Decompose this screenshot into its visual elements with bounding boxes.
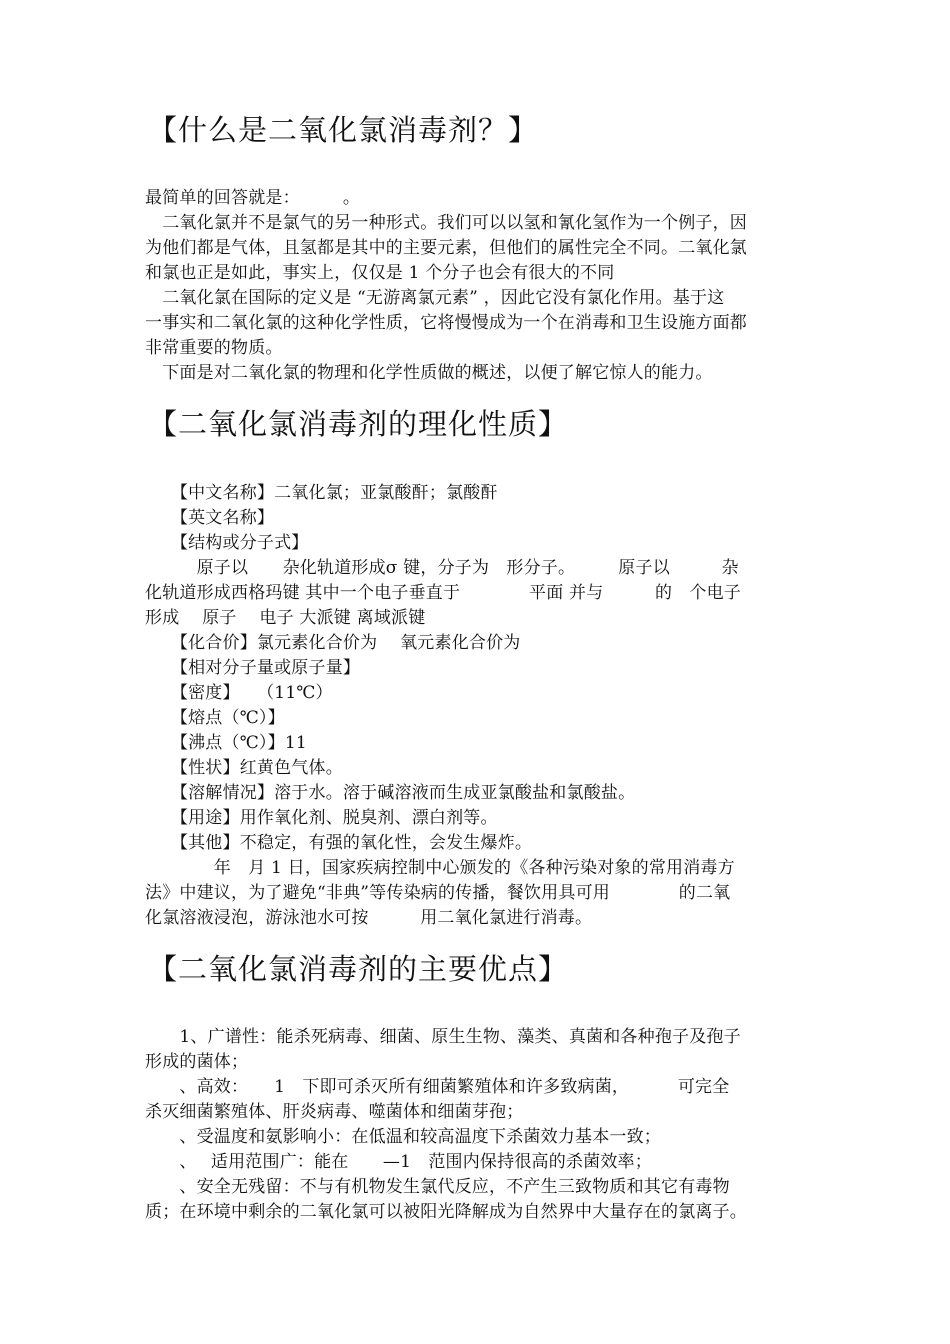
paragraph-line: 非常重要的物质。: [145, 338, 283, 358]
paragraph-line: 为他们都是气体，且氢都是其中的主要元素，但他们的属性完全不同。二氧化氯: [145, 238, 747, 258]
paragraph-line: 一事实和二氧化氯的这种化学性质，它将慢慢成为一个在消毒和卫生设施方面都: [145, 313, 747, 333]
property-line: 【其他】不稳定，有强的氧化性，会发生爆炸。: [145, 833, 533, 853]
paragraph-line: 化氯溶液浸泡，游泳池水可按 用二氧化氯进行消毒。: [145, 908, 593, 928]
property-line: 【用途】用作氧化剂、脱臭剂、漂白剂等。: [145, 808, 498, 828]
property-line: 【沸点（℃）】11: [145, 733, 307, 753]
property-line: 原子以 杂化轨道形成σ 键，分子为 形分子。 原子以 杂: [145, 558, 739, 578]
paragraph-line: 二氧化氯并不是氯气的另一种形式。我们可以以氢和氰化氢作为一个例子，因: [145, 213, 747, 233]
section-heading-what-is: 【什么是二氧化氯消毒剂？】: [148, 113, 539, 147]
section-heading-advantages: 【二氧化氯消毒剂的主要优点】: [148, 952, 569, 986]
advantage-line: 1、广谱性：能杀死病毒、细菌、原生生物、藻类、真菌和各种孢子及孢子: [145, 1027, 741, 1047]
property-line: 【中文名称】二氧化氯；亚氯酸酐；氯酸酐: [145, 483, 498, 503]
paragraph-line: 和氯也正是如此，事实上，仅仅是 1 个分子也会有很大的不同: [145, 263, 615, 283]
paragraph-line: 下面是对二氧化氯的物理和化学性质做的概述，以便了解它惊人的能力。: [145, 363, 713, 383]
property-line: 【英文名称】: [145, 508, 275, 528]
advantage-line: 质；在环境中剩余的二氧化氯可以被阳光降解成为自然界中大量存在的氯离子。: [145, 1202, 747, 1222]
paragraph-line: 法》中建议，为了避免“非典”等传染病的传播，餐饮用具可用 的二氧: [145, 883, 731, 903]
advantage-line: 、受温度和氨影响小：在低温和较高温度下杀菌效力基本一致；: [145, 1127, 661, 1147]
property-line: 【性状】红黄色气体。: [145, 758, 343, 778]
advantage-line: 、安全无残留：不与有机物发生氯代反应，不产生三致物质和其它有毒物: [145, 1177, 730, 1197]
property-line: 化轨道形成西格玛键 其中一个电子垂直于 平面 并与 的 个电子: [145, 583, 742, 603]
property-line: 形成 原子 电子 大派键 离域派键: [145, 608, 426, 628]
advantage-line: 、高效： 1 下即可杀灭所有细菌繁殖体和许多致病菌， 可完全: [145, 1077, 730, 1097]
advantage-line: 、 适用范围广：能在 —1 范围内保持很高的杀菌效率；: [145, 1152, 652, 1172]
section-heading-properties: 【二氧化氯消毒剂的理化性质】: [148, 407, 569, 441]
property-line: 【熔点（℃）】: [145, 708, 285, 728]
property-line: 【结构或分子式】: [145, 533, 309, 553]
paragraph-line: 年 月 1 日，国家疾病控制中心颁发的《各种污染对象的常用消毒方: [145, 858, 735, 878]
paragraph-line: 二氧化氯在国际的定义是 “无游离氯元素” ，因此它没有氯化作用。基于这: [145, 288, 725, 308]
property-line: 【化合价】氯元素化合价为 氧元素化合价为: [145, 633, 521, 653]
property-line: 【密度】 （11℃）: [145, 683, 333, 703]
advantage-line: 杀灭细菌繁殖体、肝炎病毒、噬菌体和细菌芽孢；: [145, 1102, 524, 1122]
property-line: 【相对分子量或原子量】: [145, 658, 361, 678]
paragraph-line: 最简单的回答就是： 。: [145, 188, 361, 208]
advantage-line: 形成的菌体；: [145, 1052, 249, 1072]
property-line: 【溶解情况】溶于水。溶于碱溶液而生成亚氯酸盐和氯酸盐。: [145, 783, 636, 803]
